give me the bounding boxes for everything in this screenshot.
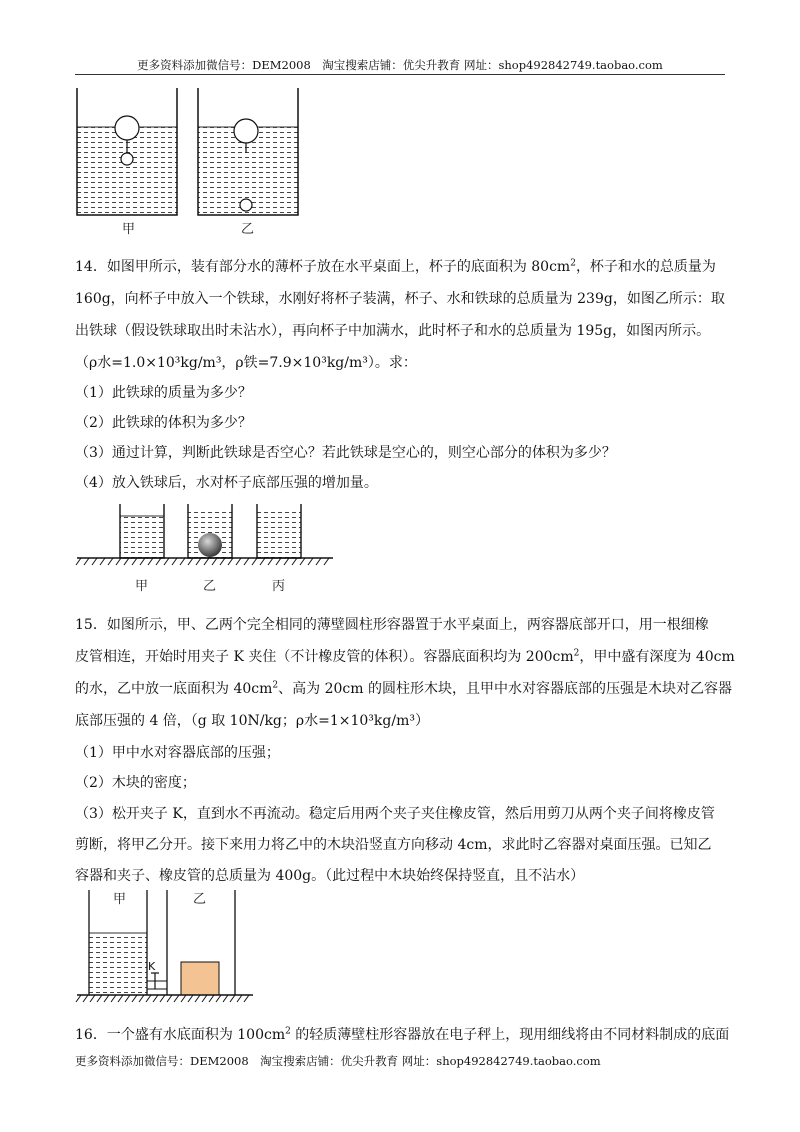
q15-line-4: 底部压强的 4 倍，（g 取 10N/kg；ρ水=1×10³kg/m³） [75,713,429,729]
q15-line-3: 的水，乙中放一底面积为 $40cm^2$、高为 20cm 的圆柱形木块，且甲中水对容器底部的压强是木块对乙容器 [75,680,732,697]
figure-cups-on-table [75,500,335,600]
label-jia: 甲 [135,579,149,594]
q14-line-2: 160g，向杯子中放入一个铁球，水刚好将杯子装满，杯子、水和铁球的总质量为 239g，如图乙所示：取 [75,291,725,307]
q15-sub-3c: 容器和夹子、橡皮管的总质量为 400g。（此过程中木块始终保持竖直，且不沾水） [75,868,585,884]
page-footer: 更多资料添加微信号：DEM2008 淘宝搜索店铺：优尖升教育 网址：shop492842749.taobao.com [75,1054,601,1068]
figure-floating-balls [70,85,310,240]
q14-line-4: （ρ水=1.0×10³kg/m³，ρ铁=7.9×10³kg/m³）。求： [75,355,417,371]
label-yi: 乙 [193,892,207,907]
figure-connected-containers [75,885,255,1010]
label-jia: 甲 [113,892,127,907]
q14-sub-3: （3）通过计算，判断此铁球是否空心？若此铁球是空心的，则空心部分的体积为多少？ [75,445,616,461]
label-clamp-k: K [148,960,156,973]
header-divider [75,74,725,75]
q15-sub-3b: 剪断，将甲乙分开。接下来用力将乙中的木块沿竖直方向移动 4cm，求此时乙容器对桌面压强。已知乙 [75,837,712,853]
q14-line-1: 14．如图甲所示，装有部分水的薄杯子放在水平桌面上，杯子的底面积为 $80cm^2$，杯子和水的总质量为 [75,258,716,275]
q15-sub-3a: （3）松开夹子 K，直到水不再流动。稳定后用两个夹子夹住橡皮管，然后用剪刀从两个夹子间将橡皮管 [75,806,715,822]
label-yi: 乙 [241,222,255,237]
page-header: 更多资料添加微信号：DEM2008 淘宝搜索店铺：优尖升教育 网址：shop492842749.taobao.com [137,58,663,72]
label-bing: 丙 [272,579,286,594]
q14-line-3: 出铁球（假设铁球取出时未沾水），再向杯子中加满水，此时杯子和水的总质量为 195g，如图丙所示。 [75,323,711,339]
q16-line-1: 16．一个盛有水底面积为 $100cm^2$ 的轻质薄壁柱形容器放在电子秤上，现用细线将由不同材料制成的底面 [75,1026,730,1043]
label-jia: 甲 [122,222,136,237]
q14-sub-4: （4）放入铁球后，水对杯子底部压强的增加量。 [75,475,378,491]
label-yi: 乙 [203,579,217,594]
wood-block [181,962,219,995]
q15-sub-2: （2）木块的密度； [75,775,196,791]
q15-line-1: 15．如图所示，甲、乙两个完全相同的薄壁圆柱形容器置于水平桌面上，两容器底部开口，用一根细橡 [75,617,709,633]
q14-sub-2: （2）此铁球的体积为多少？ [75,415,252,431]
q14-sub-1: （1）此铁球的质量为多少？ [75,385,252,401]
q15-sub-1: （1）甲中水对容器底部的压强； [75,745,280,761]
q15-line-2: 皮管相连，开始时用夹子 K 夹住（不计橡皮管的体积）。容器底面积均为 $200cm^2$，甲中盛有深度为 40cm [75,648,735,665]
